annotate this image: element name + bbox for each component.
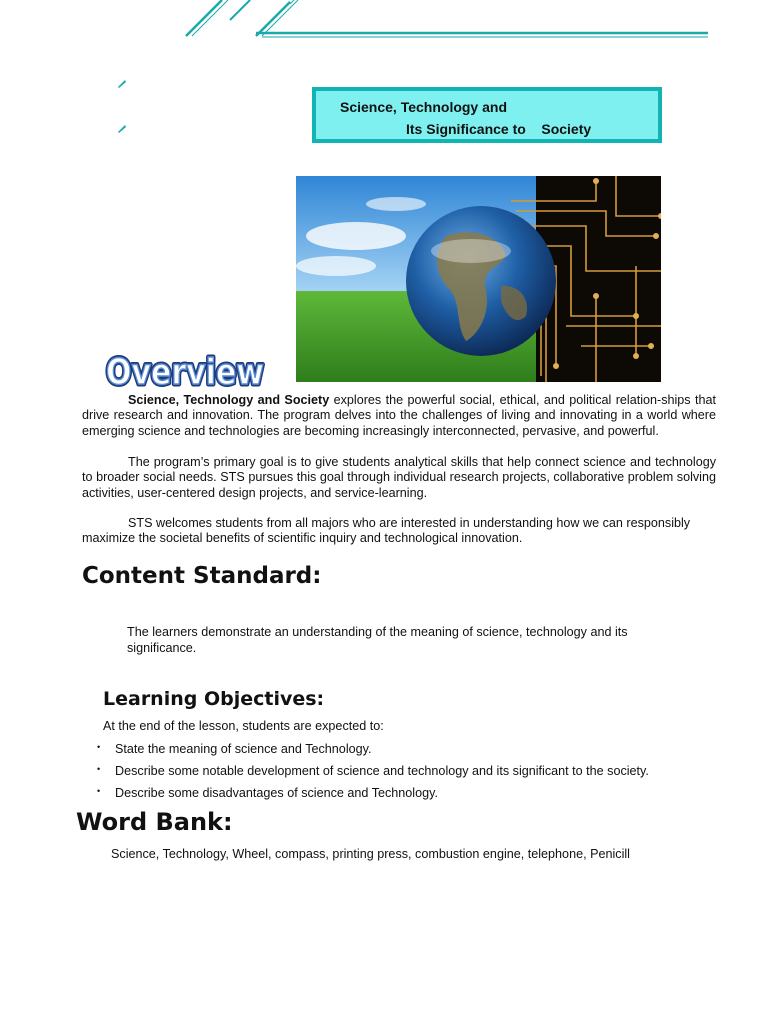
decorative-slash-icon	[117, 77, 127, 89]
overview-paragraph-3: STS welcomes students from all majors who are interested in understanding how we can responsibly maximize the societal benefits of scientific inquiry and technological innovation.	[82, 516, 691, 546]
word-bank-text: Science, Technology, Wheel, compass, printing press, combustion engine, telephone, Penicill	[111, 847, 630, 861]
bullet-icon: •	[97, 764, 101, 774]
header-decoration	[0, 0, 768, 60]
learning-objectives-intro: At the end of the lesson, students are expected to:	[103, 719, 384, 733]
content-standard-heading: Content Standard:	[82, 563, 322, 589]
overview-heading	[104, 348, 268, 392]
overview-paragraph-1	[82, 393, 716, 439]
word-bank-heading: Word Bank:	[76, 808, 233, 836]
objective-text: Describe some disadvantages of science and Technology.	[115, 786, 438, 800]
title-line-1: Science, Technology and	[340, 99, 508, 115]
objective-item	[97, 764, 649, 778]
objective-text: Describe some notable development of science and technology and its significant to the society.	[115, 764, 649, 778]
bullet-icon: •	[97, 742, 101, 752]
overview-bold-term: Science, Technology and Society	[128, 393, 330, 407]
overview-paragraph-2: The program’s primary goal is to give students analytical skills that help connect science and technology to broader social needs. STS pursues this goal through individual research projects, collaborative problem solving activities, user-centered design projects, and service-learning.	[82, 455, 716, 500]
content-standard-text: The learners demonstrate an understanding of the meaning of science, technology and its significance.	[127, 625, 628, 655]
title-line-2: Its Significance to Society	[406, 121, 592, 137]
overview-heading-inner: Overview	[106, 352, 264, 392]
objective-item	[97, 742, 371, 756]
objective-item	[97, 786, 438, 800]
earth-circuit-board-image	[296, 176, 661, 382]
learning-objectives-heading: Learning Objectives:	[103, 688, 325, 710]
title-box	[312, 87, 662, 143]
overview-heading-text: Overview	[106, 352, 264, 392]
decorative-slash-icon	[117, 122, 127, 134]
overview-p1-text: explores the powerful social, ethical, and political relation-ships that drive research and innovation. The program delves into the challenges of living and innovating in a world where emerging science and technologies are becoming increasingly interconnected, pervasive, and powerful.	[82, 393, 716, 438]
bullet-icon: •	[97, 786, 101, 796]
objective-text: State the meaning of science and Technology.	[115, 742, 372, 756]
